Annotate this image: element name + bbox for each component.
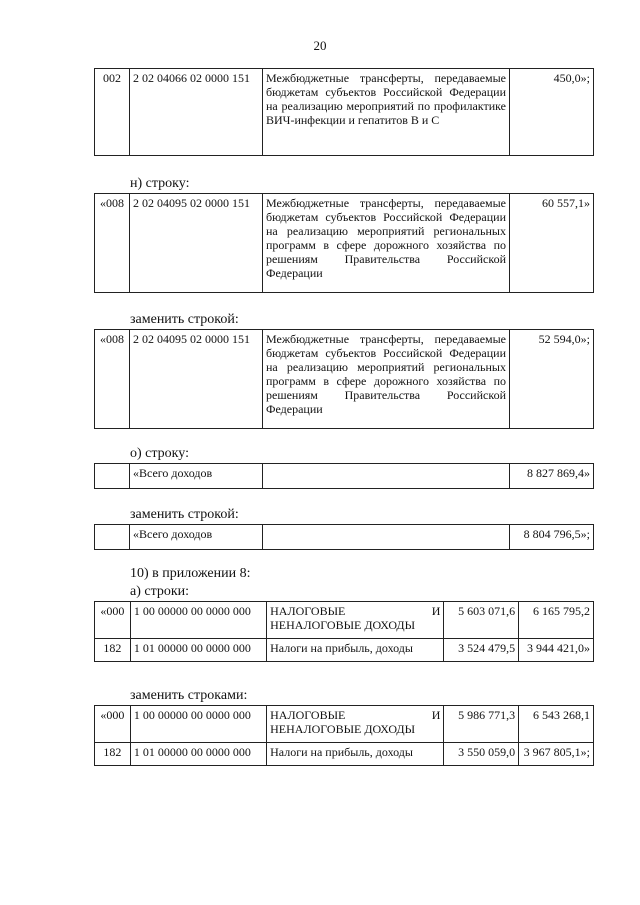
cell-amount: 8 827 869,4» <box>510 464 594 489</box>
desc-part-a: НАЛОГОВЫЕ <box>270 708 346 722</box>
heading-o: о) строку: <box>130 446 189 461</box>
table-row <box>95 602 594 639</box>
cell-empty <box>95 525 130 550</box>
cell-code: «008 <box>95 194 130 293</box>
cell-description: Межбюджетные трансферты, передаваемые бюджетам субъектов Российской Федерации на реализацию мероприятий по профилактике ВИЧ-инфекции и гепатитов В и С <box>263 69 510 156</box>
cell-empty <box>263 464 510 489</box>
cell-value-2: 3 944 421,0» <box>519 639 594 662</box>
cell-description: Межбюджетные трансферты, передаваемые бюджетам субъектов Российской Федерации на реализацию мероприятий региональных программ в сфере дорожного хозяйства по решениям Правительства Российской Федерации <box>263 194 510 293</box>
page-number: 20 <box>313 38 327 53</box>
desc-part-a: НАЛОГОВЫЕ <box>270 604 346 618</box>
desc-part-b: И <box>431 708 441 722</box>
cell-total-label: «Всего доходов <box>130 464 263 489</box>
desc-part-c: НЕНАЛОГОВЫЕ ДОХОДЫ <box>270 722 416 736</box>
cell-kbk: 2 02 04095 02 0000 151 <box>130 330 263 429</box>
cell-value-1: 5 603 071,6 <box>444 602 519 639</box>
cell-description: Налоги на прибыль, доходы <box>267 743 444 766</box>
cell-description <box>267 602 444 639</box>
heading-replace-1: заменить строкой: <box>130 312 239 327</box>
table-row <box>95 464 594 489</box>
cell-code: «000 <box>95 602 131 639</box>
table-row <box>95 743 594 766</box>
cell-amount: 450,0»; <box>510 69 594 156</box>
table-t5 <box>94 524 594 550</box>
cell-value-1: 5 986 771,3 <box>444 706 519 743</box>
table-t3 <box>94 329 594 429</box>
table-t7 <box>94 705 594 766</box>
cell-code: 002 <box>95 69 130 156</box>
cell-kbk: 2 02 04095 02 0000 151 <box>130 194 263 293</box>
table-t6 <box>94 601 594 662</box>
desc-part-b: И <box>431 604 441 618</box>
table-t2 <box>94 193 594 293</box>
table-row <box>95 639 594 662</box>
cell-amount: 8 804 796,5»; <box>510 525 594 550</box>
table-t4 <box>94 463 594 489</box>
table-t1 <box>94 68 594 156</box>
desc-part-c: НЕНАЛОГОВЫЕ ДОХОДЫ <box>270 618 416 632</box>
cell-kbk: 1 00 00000 00 0000 000 <box>130 706 266 743</box>
cell-code: «008 <box>95 330 130 429</box>
cell-kbk: 1 01 00000 00 0000 000 <box>130 639 266 662</box>
cell-code: «000 <box>95 706 131 743</box>
cell-value-2: 6 543 268,1 <box>519 706 594 743</box>
heading-a: а) строки: <box>130 584 190 599</box>
heading-replace-3: заменить строками: <box>130 688 248 703</box>
cell-value-2: 3 967 805,1»; <box>519 743 594 766</box>
cell-total-label: «Всего доходов <box>130 525 263 550</box>
cell-amount: 52 594,0»; <box>510 330 594 429</box>
table-row <box>95 706 594 743</box>
cell-empty <box>263 525 510 550</box>
table-row <box>95 69 594 156</box>
cell-code: 182 <box>95 743 131 766</box>
table-row <box>95 330 594 429</box>
heading-n: н) строку: <box>130 176 190 191</box>
heading-replace-2: заменить строкой: <box>130 507 239 522</box>
cell-value-1: 3 550 059,0 <box>444 743 519 766</box>
cell-kbk: 1 01 00000 00 0000 000 <box>130 743 266 766</box>
cell-empty <box>95 464 130 489</box>
cell-description: Межбюджетные трансферты, передаваемые бюджетам субъектов Российской Федерации на реализацию мероприятий региональных программ в сфере дорожного хозяйства по решениям Правительства Российской Федерации <box>263 330 510 429</box>
cell-value-1: 3 524 479,5 <box>444 639 519 662</box>
table-row <box>95 194 594 293</box>
cell-amount: 60 557,1» <box>510 194 594 293</box>
cell-description: Налоги на прибыль, доходы <box>267 639 444 662</box>
table-row <box>95 525 594 550</box>
cell-value-2: 6 165 795,2 <box>519 602 594 639</box>
cell-code: 182 <box>95 639 131 662</box>
cell-kbk: 2 02 04066 02 0000 151 <box>130 69 263 156</box>
heading-10: 10) в приложении 8: <box>130 566 251 581</box>
cell-kbk: 1 00 00000 00 0000 000 <box>130 602 266 639</box>
cell-description <box>267 706 444 743</box>
